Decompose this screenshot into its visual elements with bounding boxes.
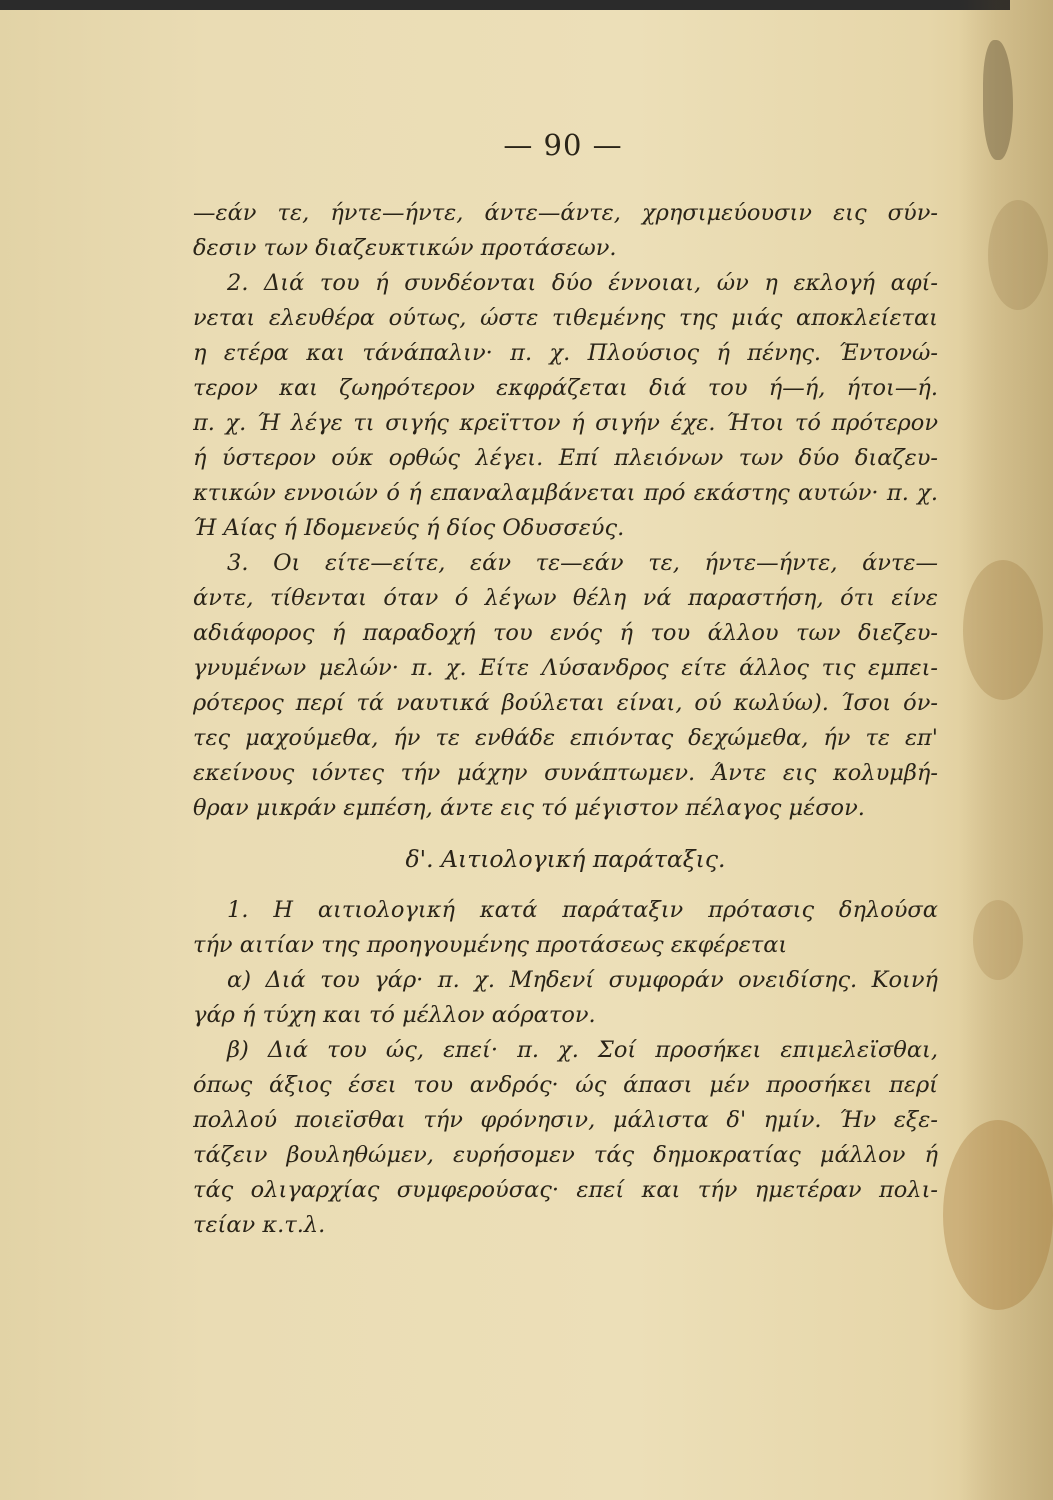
text-line: εκείνους ιόντες τήν μάχην συνάπτωμεν. Άντε εις κολυμβή- — [193, 760, 938, 786]
text-line: άντε, τίθενται όταν ό λέγων θέλη νά παραστήση, ότι είνε — [193, 585, 938, 611]
text-line: κτικών εννοιών ό ή επαναλαμβάνεται πρό εκάστης αυτών· π. χ. — [193, 480, 938, 506]
text-line: τάς ολιγαρχίας συμφερούσας· επεί και τήν ημετέραν πολι- — [193, 1177, 938, 1203]
page-stain — [973, 900, 1023, 980]
text-line: πολλού ποιεϊσθαι τήν φρόνησιν, μάλιστα δ' ημίν. Ήν εξε- — [193, 1107, 938, 1133]
text-line: Ή Αίας ή Ιδομενεύς ή δίος Οδυσσεύς. — [193, 515, 625, 541]
text-line: νεται ελευθέρα ούτως, ώστε τιθεμένης της μιάς αποκλείεται — [193, 305, 938, 331]
text-line: γάρ ή τύχη και τό μέλλον αόρατον. — [193, 1002, 596, 1028]
text-line: —εάν τε, ήντε—ήντε, άντε—άντε, χρησιμεύουσιν εις σύν- — [193, 200, 938, 226]
text-line: γνυμένων μελών· π. χ. Είτε Λύσανδρος είτε άλλος τις εμπει- — [193, 655, 938, 681]
text-line: αδιάφορος ή παραδοχή του ενός ή του άλλου των διεζευ- — [193, 620, 938, 646]
text-line: 3. Οι είτε—είτε, εάν τε—εάν τε, ήντε—ήντε, άντε— — [227, 550, 938, 576]
text-line: ρότερος περί τά ναυτικά βούλεται είναι, ού κωλύω). Ίσοι όν- — [193, 690, 938, 716]
page-stain — [963, 560, 1043, 700]
page-stain — [943, 1120, 1053, 1310]
page-stain — [988, 200, 1048, 310]
text-line: τάζειν βουληθώμεν, ευρήσομεν τάς δημοκρατίας μάλλον ή — [193, 1142, 938, 1168]
text-line: 1. Η αιτιολογική κατά παράταξιν πρότασις δηλούσα — [227, 897, 938, 923]
text-line: 2. Διά του ή συνδέονται δύο έννοιαι, ών η εκλογή αφί- — [227, 270, 938, 296]
text-line: όπως άξιος έσει του ανδρός· ώς άπασι μέν προσήκει περί — [193, 1072, 938, 1098]
text-line: τείαν κ.τ.λ. — [193, 1212, 326, 1238]
text-line: τερον και ζωηρότερον εκφράζεται διά του ή—ή, ήτοι—ή. — [193, 375, 938, 401]
text-line: τες μαχούμεθα, ήν τε ενθάδε επιόντας δεχώμεθα, ήν τε επ' — [193, 725, 938, 751]
text-line: δεσιν των διαζευκτικών προτάσεων. — [193, 235, 617, 261]
text-line: η ετέρα και τάνάπαλιν· π. χ. Πλούσιος ή πένης. Έντονώ- — [193, 340, 938, 366]
section-heading: δ'. Αιτιολογική παράταξις. — [405, 845, 726, 873]
scan-top-edge — [0, 0, 1010, 10]
page-number: — 90 — — [503, 128, 623, 162]
text-line: α) Διά του γάρ· π. χ. Μηδενί συμφοράν ονειδίσης. Κοινή — [227, 967, 938, 993]
text-line: π. χ. Ή λέγε τι σιγής κρεϊττον ή σιγήν έχε. Ήτοι τό πρότερον — [193, 410, 938, 436]
text-line: τήν αιτίαν της προηγουμένης προτάσεως εκφέρεται — [193, 932, 788, 958]
text-line: ή ύστερον ούκ ορθώς λέγει. Επί πλειόνων των δύο διαζευ- — [193, 445, 938, 471]
text-line: θραν μικράν εμπέση, άντε εις τό μέγιστον πέλαγος μέσον. — [193, 795, 865, 821]
text-line: β) Διά του ώς, επεί· π. χ. Σοί προσήκει επιμελεϊσθαι, — [227, 1037, 938, 1063]
body-text — [193, 196, 938, 1243]
